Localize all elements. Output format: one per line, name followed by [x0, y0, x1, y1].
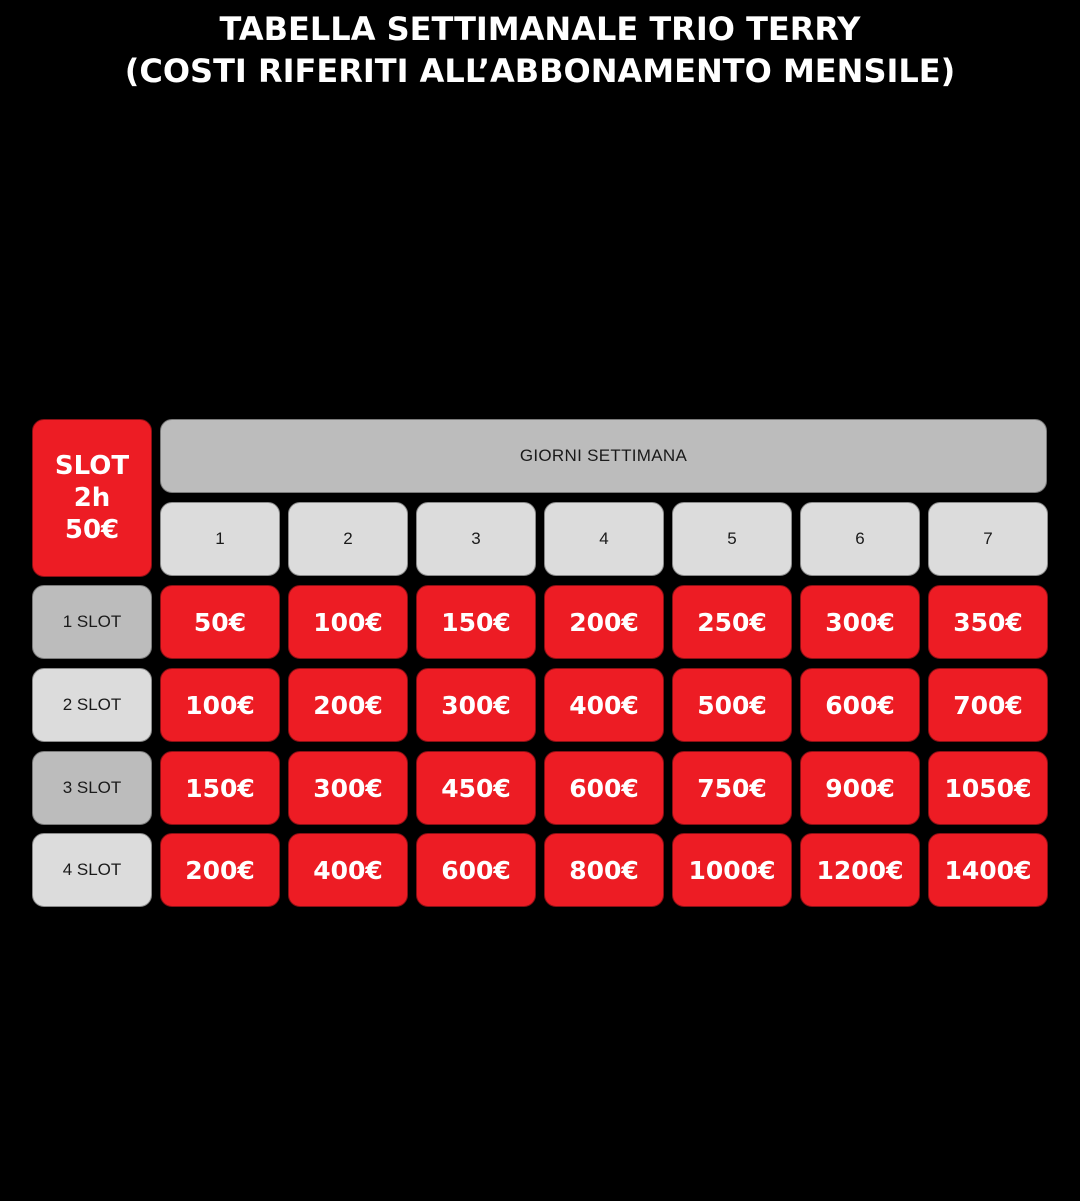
day-header-3: 3	[416, 502, 536, 576]
price-cell: 900€	[800, 751, 920, 825]
price-cell: 800€	[544, 833, 664, 907]
days-header: GIORNI SETTIMANA	[160, 419, 1047, 493]
price-cell: 600€	[800, 668, 920, 742]
day-header-5: 5	[672, 502, 792, 576]
page-title	[0, 8, 1080, 92]
price-cell: 1050€	[928, 751, 1048, 825]
price-cell: 100€	[288, 585, 408, 659]
price-cell: 200€	[544, 585, 664, 659]
slot-info-label: SLOT	[54, 451, 130, 481]
price-cell: 750€	[672, 751, 792, 825]
slot-info-duration: 2h	[73, 483, 111, 513]
price-cell: 600€	[544, 751, 664, 825]
price-cell: 400€	[288, 833, 408, 907]
title-line-1: TABELLA SETTIMANALE TRIO TERRY	[219, 10, 861, 48]
price-cell: 700€	[928, 668, 1048, 742]
price-cell: 350€	[928, 585, 1048, 659]
row-label-3-slot: 3 SLOT	[32, 751, 152, 825]
price-cell: 250€	[672, 585, 792, 659]
price-cell: 300€	[800, 585, 920, 659]
price-cell: 50€	[160, 585, 280, 659]
price-cell: 300€	[416, 668, 536, 742]
price-cell: 500€	[672, 668, 792, 742]
day-header-1: 1	[160, 502, 280, 576]
price-cell: 200€	[288, 668, 408, 742]
price-cell: 1000€	[672, 833, 792, 907]
price-cell: 1200€	[800, 833, 920, 907]
slot-info-cell	[32, 419, 152, 577]
price-cell: 150€	[416, 585, 536, 659]
row-label-2-slot: 2 SLOT	[32, 668, 152, 742]
row-label-1-slot: 1 SLOT	[32, 585, 152, 659]
row-label-4-slot: 4 SLOT	[32, 833, 152, 907]
price-cell: 200€	[160, 833, 280, 907]
price-cell: 150€	[160, 751, 280, 825]
price-cell: 1400€	[928, 833, 1048, 907]
price-cell: 400€	[544, 668, 664, 742]
price-cell: 450€	[416, 751, 536, 825]
title-line-2: (COSTI RIFERITI ALL’ABBONAMENTO MENSILE)	[124, 52, 956, 90]
day-header-2: 2	[288, 502, 408, 576]
slot-info-price: 50€	[64, 515, 120, 545]
day-header-6: 6	[800, 502, 920, 576]
price-cell: 100€	[160, 668, 280, 742]
day-header-7: 7	[928, 502, 1048, 576]
price-cell: 300€	[288, 751, 408, 825]
price-cell: 600€	[416, 833, 536, 907]
day-header-4: 4	[544, 502, 664, 576]
